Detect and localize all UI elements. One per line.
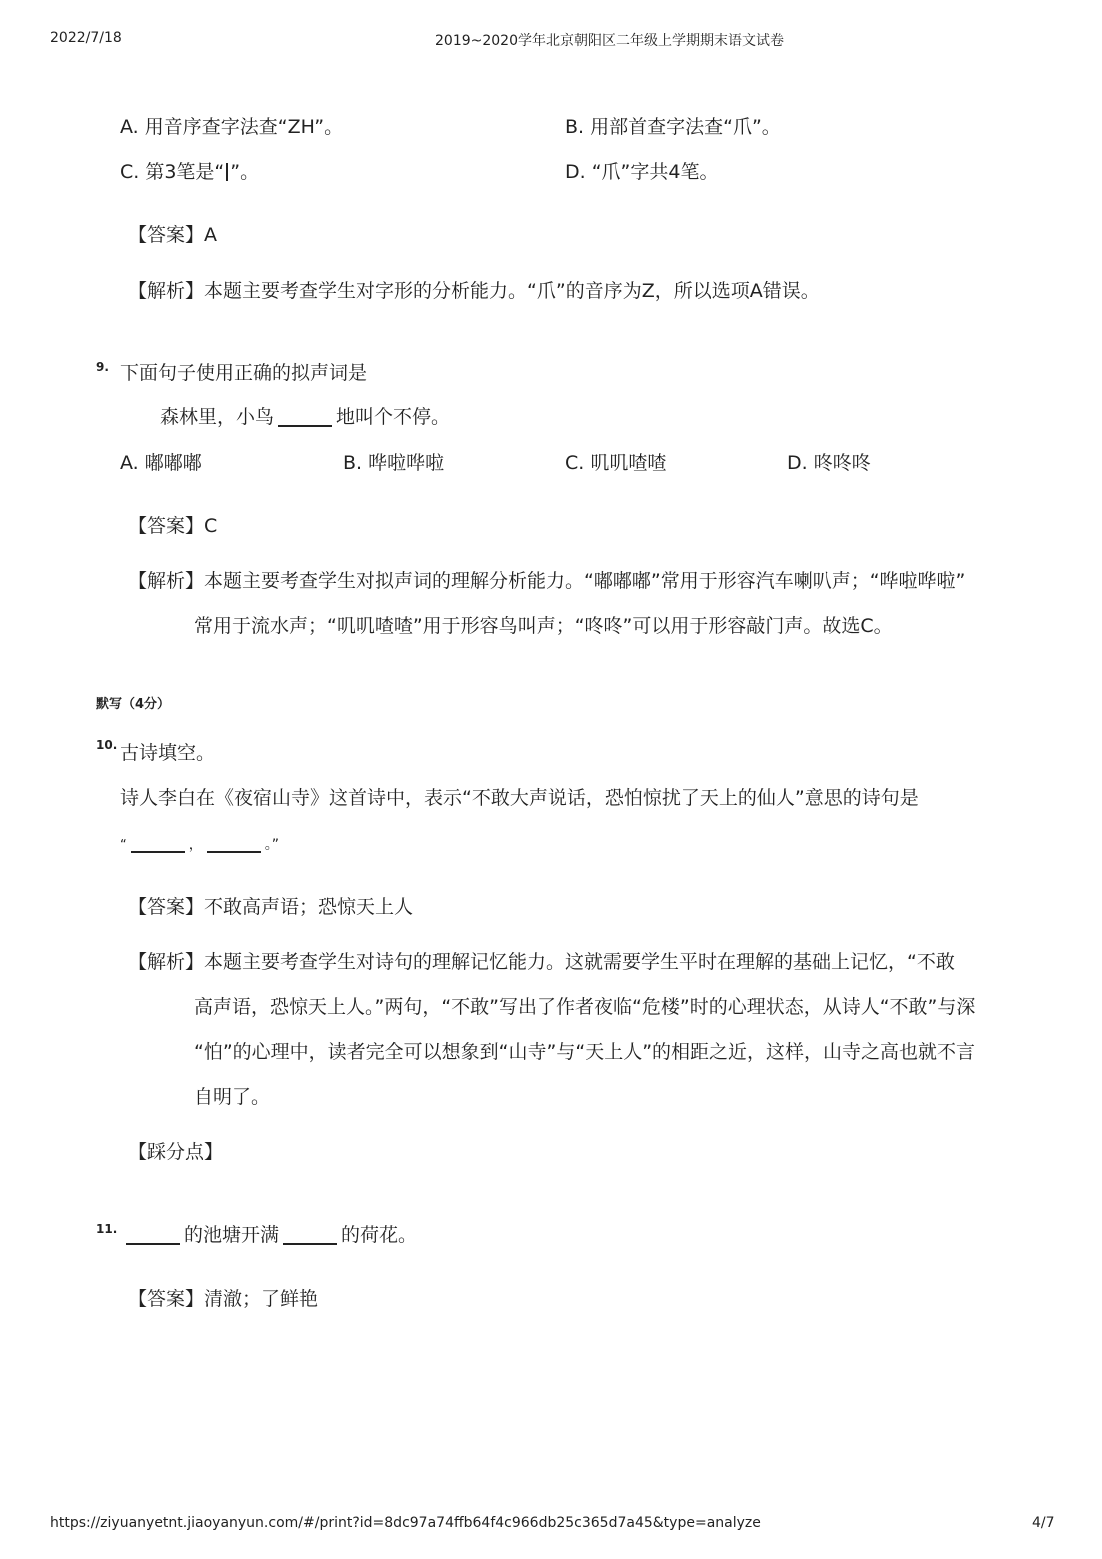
answer-label: 【答案】 [128,515,205,537]
fill-blank[interactable] [126,1225,180,1245]
q8-option-c [120,159,259,185]
q10-analysis-line2: 高声语，恐惊天上人。”两句，“不敢”写出了作者夜临“危楼”时的心理状态，从诗人“不敢”与深 [194,996,976,1018]
document-title: 2019~2020学年北京朝阳区二年级上学期期末语文试卷 [435,33,784,49]
answer-label: 【答案】 [128,896,205,918]
analysis-label: 【解析】 [128,280,205,302]
question-number: 10. [96,738,118,752]
q9-analysis-line2: 常用于流水声；“叽叽喳喳”用于形容鸟叫声；“咚咚”可以用于形容敲门声。故选C。 [194,615,893,637]
section-heading: 默写（4分） [96,697,171,712]
answer-value: C [204,515,218,537]
sentence-start: 森林里，小鸟 [160,406,275,428]
analysis-text: 本题主要考查学生对诗句的理解记忆能力。这就需要学生平时在理解的基础上记忆，“不敢 [204,951,955,973]
fill-blank[interactable] [283,1225,337,1245]
fill-blank[interactable] [278,407,332,427]
q11-answer [128,1286,318,1312]
q9-stem: 下面句子使用正确的拟声词是 [120,362,368,384]
question-number: 9. [96,360,109,374]
answer-value: A [204,224,218,246]
fill-blank[interactable] [131,833,185,853]
q10-answer [128,894,413,920]
quote-open: “ [120,838,127,853]
q8-option-a: A. 用音序查字法查“ZH”。 [120,116,344,138]
answer-label: 【答案】 [128,224,205,246]
q9-option-b: B. 哗啦哗啦 [343,452,445,474]
analysis-label: 【解析】 [128,951,205,973]
q11-mid-text: 的池塘开满 [184,1224,280,1246]
q8-option-d: D. “爪”字共4笔。 [565,161,719,183]
q9-option-a: A. 嘟嘟嘟 [120,452,202,474]
footer-url[interactable]: https://ziyuanyetnt.jiaoyanyun.com/#/print?id=8dc97a74ffb64f4c966db25c365d7a45&type=analyze [50,1515,761,1531]
q11-end-text: 的荷花。 [341,1224,418,1246]
analysis-label: 【解析】 [128,570,205,592]
q9-option-c: C. 叽叽喳喳 [565,452,667,474]
q8-analysis [128,278,820,304]
analysis-text: 本题主要考查学生对字形的分析能力。“爪”的音序为Z，所以选项A错误。 [204,280,820,302]
q10-analysis-line4: 自明了。 [194,1086,271,1108]
answer-label: 【答案】 [128,1288,205,1310]
q10-score-points: 【踩分点】 [128,1141,224,1163]
q9-answer [128,513,217,539]
comma: ， [188,837,203,853]
q10-analysis-line1 [128,949,955,975]
page-number: 4/7 [1032,1515,1055,1531]
q9-analysis-line1 [128,568,965,594]
analysis-text: 本题主要考查学生对拟声词的理解分析能力。“嘟嘟嘟”常用于形容汽车喇叭声；“哗啦哗啦” [204,570,966,592]
q8-answer [128,222,217,248]
q9-sentence [160,404,450,430]
q8-option-c-text: C. 第3笔是“ [120,161,225,183]
answer-value: 清澈；了鲜艳 [204,1288,319,1310]
q8-option-b: B. 用部首查字法查“爪”。 [565,116,781,138]
question-number: 11. [96,1222,118,1236]
sentence-end: 地叫个不停。 [336,406,451,428]
print-date: 2022/7/18 [50,30,122,46]
q10-prompt: 诗人李白在《夜宿山寺》这首诗中，表示“不敢大声说话，恐怕惊扰了天上的仙人”意思的诗句是 [120,787,919,809]
q10-analysis-line3: “怕”的心理中，读者完全可以想象到“山寺”与“天上人”的相距之近，这样，山寺之高也就不言 [194,1041,976,1063]
q10-stem: 古诗填空。 [120,742,216,764]
vertical-stroke-icon [226,163,228,181]
quote-close: 。” [264,837,280,853]
q8-option-c-end: ”。 [230,161,260,183]
q9-option-d: D. 咚咚咚 [787,452,871,474]
fill-blank[interactable] [207,833,261,853]
answer-value: 不敢高声语；恐惊天上人 [204,896,414,918]
q10-blanks [120,830,279,859]
q11-stem [122,1222,417,1248]
